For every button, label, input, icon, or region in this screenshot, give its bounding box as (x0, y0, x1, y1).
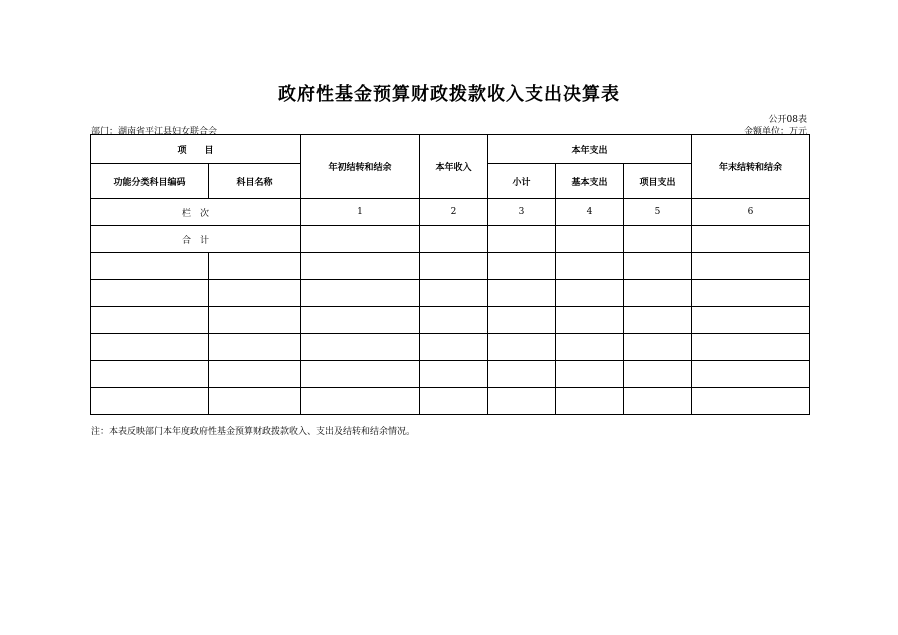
table-row (91, 280, 810, 307)
table-cell (556, 280, 624, 307)
table-cell (488, 307, 556, 334)
col-index-4: 4 (556, 199, 624, 226)
table-cell (692, 388, 810, 415)
table-cell (209, 361, 301, 388)
unit-label: 金额单位：万元 (743, 127, 807, 137)
table-cell (420, 334, 488, 361)
table-cell (692, 253, 810, 280)
col-index-2: 2 (420, 199, 488, 226)
table-row (91, 307, 810, 334)
table-cell (624, 361, 692, 388)
table-cell (556, 388, 624, 415)
table-cell (420, 388, 488, 415)
table-cell (420, 226, 488, 253)
table-cell (624, 334, 692, 361)
table-cell (209, 388, 301, 415)
table-cell (692, 334, 810, 361)
table-cell (488, 361, 556, 388)
table-cell (209, 253, 301, 280)
total-label: 合 计 (91, 226, 301, 253)
header-func-code: 功能分类科目编码 (91, 164, 209, 199)
table-cell (692, 226, 810, 253)
header-subject-name: 科目名称 (209, 164, 301, 199)
row-index-label: 栏 次 (91, 199, 301, 226)
table-cell (488, 253, 556, 280)
table-cell (301, 253, 420, 280)
table-row (91, 388, 810, 415)
table-row (91, 253, 810, 280)
header-subtotal: 小计 (488, 164, 556, 199)
col-index-1: 1 (301, 199, 420, 226)
table-cell (556, 361, 624, 388)
footnote: 注：本表反映部门本年度政府性基金预算财政拨款收入、支出及结转和结余情况。 (91, 427, 416, 437)
table-cell (209, 334, 301, 361)
table-cell (301, 361, 420, 388)
table-cell (91, 361, 209, 388)
table-cell (488, 388, 556, 415)
col-index-6: 6 (692, 199, 810, 226)
table-cell (420, 280, 488, 307)
budget-table (90, 134, 810, 415)
header-project: 项 目 (91, 135, 301, 164)
table-cell (301, 226, 420, 253)
table-cell (209, 280, 301, 307)
table-cell (420, 253, 488, 280)
table-cell (488, 334, 556, 361)
table-cell (91, 388, 209, 415)
header-basic-exp: 基本支出 (556, 164, 624, 199)
table-cell (420, 361, 488, 388)
table-cell (692, 280, 810, 307)
table-cell (301, 334, 420, 361)
header-closing-balance: 年末结转和结余 (692, 135, 810, 199)
table-cell (556, 226, 624, 253)
table-row (91, 334, 810, 361)
table-cell (488, 280, 556, 307)
table-cell (624, 253, 692, 280)
header-income: 本年收入 (420, 135, 488, 199)
header-project-exp: 项目支出 (624, 164, 692, 199)
col-index-3: 3 (488, 199, 556, 226)
table-cell (692, 307, 810, 334)
table-cell (91, 280, 209, 307)
department-label: 部门：湖南省平江县妇女联合会 (91, 127, 218, 137)
table-cell (488, 226, 556, 253)
table-cell (556, 307, 624, 334)
table-cell (301, 307, 420, 334)
table-cell (556, 253, 624, 280)
table-cell (91, 253, 209, 280)
table-cell (624, 226, 692, 253)
row-index (91, 199, 810, 226)
table-cell (209, 307, 301, 334)
page-title: 政府性基金预算财政拨款收入支出决算表 (278, 84, 620, 105)
table-cell (624, 280, 692, 307)
table-row (91, 361, 810, 388)
table-cell (556, 334, 624, 361)
form-number: 公开08表 (768, 115, 807, 125)
header-opening-balance: 年初结转和结余 (301, 135, 420, 199)
table-cell (692, 361, 810, 388)
table-cell (624, 388, 692, 415)
table-cell (624, 307, 692, 334)
table-cell (420, 307, 488, 334)
col-index-5: 5 (624, 199, 692, 226)
row-total (91, 226, 810, 253)
table-cell (91, 307, 209, 334)
table-cell (91, 334, 209, 361)
header-expenditure: 本年支出 (488, 135, 692, 164)
table-cell (301, 280, 420, 307)
table-cell (301, 388, 420, 415)
